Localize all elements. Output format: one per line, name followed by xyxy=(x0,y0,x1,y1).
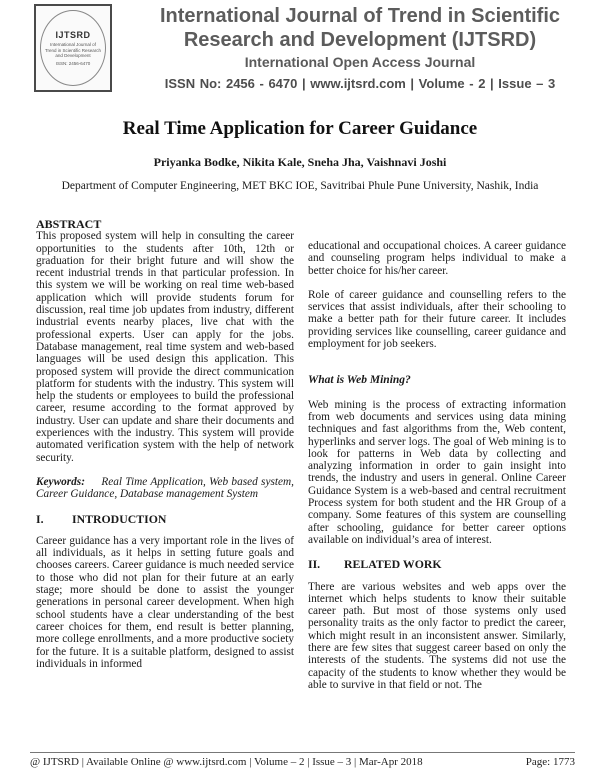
paper-authors: Priyanka Bodke, Nikita Kale, Sneha Jha, Vaishnavi Joshi xyxy=(153,155,447,169)
keywords-text: Real Time Application, Web based system, Career Guidance, Database management System xyxy=(36,475,294,501)
paper-title: Real Time Application for Career Guidance xyxy=(122,118,478,139)
journal-title xyxy=(120,4,600,52)
intro-section-number: I. xyxy=(36,511,44,526)
journal-seal-logo xyxy=(34,4,112,92)
journal-title-line1: International Journal of Trend in Scientific xyxy=(159,5,561,27)
intro-section-heading xyxy=(36,513,294,525)
web-mining-heading: What is Web Mining? xyxy=(308,374,411,387)
issn-line: ISSN No: 2456 - 6470 | www.ijtsrd.com | Volume - 2 | Issue – 3 xyxy=(164,76,556,91)
page-number: Page: 1773 xyxy=(525,756,575,768)
journal-header xyxy=(0,0,600,104)
journal-subtitle: International Open Access Journal xyxy=(244,54,476,70)
related-section-heading xyxy=(308,558,566,570)
role-text: Role of career guidance and counselling refers to the services that assist individuals, after their schooling to make a better path for their future career. It includes providing services like counselling, career guidance and employment for job seekers. xyxy=(308,288,566,351)
intro-section-title: INTRODUCTION xyxy=(72,511,167,526)
right-column xyxy=(308,240,566,691)
seal-issn: ISSN: 2456-6470 xyxy=(55,60,91,66)
seal-brand: IJTSRD xyxy=(55,30,91,41)
abstract-text: This proposed system will help in consulting the career opportunities to the students after 10th, 12th or graduation for their bright future and will show the recent industrial trends in that particular profession. In this system we will be working on real time web-based application which will provide students forum for discussion, real time job updates from industry, different industrial events nearby places, live chat with the professional experts. User can apply for the jobs. Database management, real time system and web-based languages will be used design this application. This proposed system will provide the direct communication platform for students with the industry. This system will help the students or employees to build the professional career, resume according to the format approved by industry. User can update and share their documents and experiences with the industry. This system will provide automated verification system with the help of network security. xyxy=(36,230,294,464)
seal-text: International Journal of Trend in Scientific Research and Development xyxy=(44,42,102,59)
footer-divider xyxy=(30,752,575,753)
related-section-number: II. xyxy=(308,557,321,572)
footer-citation: @ IJTSRD | Available Online @ www.ijtsrd.com | Volume – 2 | Issue – 3 | Mar-Apr 2018 xyxy=(30,756,423,768)
related-text: There are various websites and web apps over the internet which helps students to know their suitable career path. But most of those systems only used personality traits as the only factor to predict the career, which might result in an inconsistent answer. Similarly, there are few sites that suggest career based on only the interests of the students. The systems did not use the capacity of the students to know whether they would be able to survive in that field or not. The xyxy=(308,580,566,691)
page-footer xyxy=(30,756,575,768)
related-section-title: RELATED WORK xyxy=(344,557,442,572)
keywords xyxy=(36,476,294,501)
intro-continued-text: educational and occupational choices. A career guidance and counseling program helps individual to make a better choice for his/her career. xyxy=(308,240,566,277)
web-mining-text: Web mining is the process of extracting information from web documents and services using data mining techniques and fast algorithms from the, Web content, hyperlinks and server logs. The goal of Web mining is to look for patterns in Web data by collecting and analyzing information in order to gain insight into trends, the industry and users in general. Online Career Guidance System is a web-based and central recruitment Process system for both student and the HR Group of a company. Some features of this system are counselling after schooling, guidance for better career options available on individual’s area of interest. xyxy=(308,398,566,546)
paper-affiliation: Department of Computer Engineering, MET BKC IOE, Savitribai Phule Pune University, Nashik, India xyxy=(61,180,539,192)
intro-text: Career guidance has a very important role in the lives of all individuals, as it helps in setting future goals and chooses careers. Career guidance is much needed service to those who did not plan for their future at an early stage; more should be done to assist the younger generations in personal career development. When high school students have a clear understanding of the best career choices for them, end result is better planning, more college enrollments, and a more productive society for the future. It is a suitable platform, designed to assist individuals in informed xyxy=(36,534,294,670)
abstract-heading: ABSTRACT xyxy=(36,217,102,231)
journal-title-line2: Research and Development (IJTSRD) xyxy=(183,29,537,51)
keywords-label: Keywords: xyxy=(36,475,85,488)
left-column xyxy=(36,218,294,670)
